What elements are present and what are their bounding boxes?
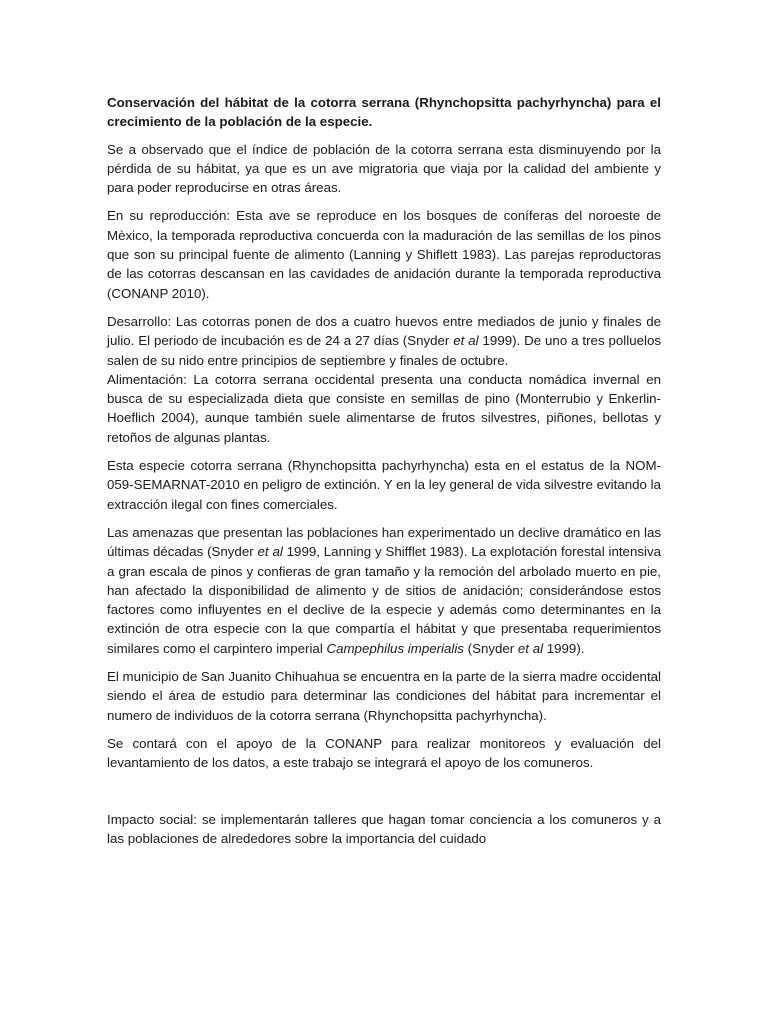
text-run: Las amenazas que presentan las poblaciones han experimentado un declive dramático en las últimas décadas (Snyder: [107, 524, 661, 560]
document-body: [107, 93, 661, 857]
paragraph-threats: [107, 523, 661, 658]
paragraph-conanp-support: Se contará con el apoyo de la CONANP para realizar monitoreos y evaluación del levantamiento de los datos, a este trabajo se integrará el apoyo de los comuneros.: [107, 735, 661, 771]
species-name: Campephilus imperialis: [326, 640, 464, 656]
italic-run: et al: [257, 544, 283, 560]
text-run: 1999). De uno a tres polluelos salen de su nido entre principios de septiembre y finales de octubre.: [107, 333, 661, 368]
text-run: 1999).: [543, 640, 585, 656]
paragraph-development: [107, 312, 661, 370]
paragraph-feeding: Alimentación: La cotorra serrana occidental presenta una conducta nomádica invernal en busca de su especializada dieta que consiste en semillas de pino (Monterrubio y Enkerlin-Hoeflich 2004), aunque también suele alimentarse de frutos silvestres, piñones, bellotas y retoños de algunas plantas.: [107, 371, 661, 445]
italic-run: et al: [453, 333, 479, 349]
paragraph-status: Esta especie cotorra serrana (Rhynchopsitta pachyrhyncha) esta en el estatus de la NOM-059-SEMARNAT-2010 en peligro de extinción. Y en la ley general de vida silvestre evitando la extracción ilegal con fines comerciales.: [107, 458, 661, 512]
paragraph-habitat-loss: Se a observado que el índice de población de la cotorra serrana esta disminuyendo por la pérdida de su hábitat, ya que es un ave migratoria que viaja por la calidad del ambiente y para poder reproducirse en otras áreas.: [107, 141, 661, 196]
text-run: Desarrollo: Las cotorras ponen de dos a cuatro huevos entre mediados de junio y finales de julio. El periodo de incubación es de 24 a 27 días (Snyder: [107, 313, 661, 349]
text-run: (Snyder: [463, 640, 518, 656]
document-title: Conservación del hábitat de la cotorra serrana (Rhynchopsitta pachyrhyncha) para el crecimiento de la población de la especie.: [107, 95, 661, 130]
paragraph-reproduction: En su reproducción: Esta ave se reproduce en los bosques de coníferas del noroeste de Mèxico, la temporada reproductiva concuerda con la maduración de las semillas de los pinos que son su principal fuente de alimento (Lanning y Shiflett 1983). Las parejas reproductoras de las cotorras descansan en las cavidades de anidación durante la temporada reproductiva (CONANP 2010).: [107, 208, 661, 301]
text-run: 1999, Lanning y Shifflet 1983). La explotación forestal intensiva a gran escala de pinos y confieras de gran tamaño y la remoción del arbolado muerto en pie, han afectado la disponibilidad de alimento y de sitios de anidación; considerándose estos factores como influyentes en el declive de la especie y además como determinantes en la extinción de otra especie con la que compartía el hábitat y que presentaba requerimientos similares como el carpintero imperial: [107, 544, 661, 656]
italic-run: et al: [517, 640, 544, 656]
paragraph-study-area: El municipio de San Juanito Chihuahua se encuentra en la parte de la sierra madre occidental siendo el área de estudio para determinar las condiciones del hábitat para incrementar el numero de individuos de la cotorra serrana (Rhynchopsitta pachyrhyncha).: [107, 669, 661, 723]
paragraph-social-impact: Impacto social: se implementarán talleres que hagan tomar conciencia a los comuneros y a las poblaciones de alrededores sobre la importancia del cuidado: [107, 811, 661, 846]
